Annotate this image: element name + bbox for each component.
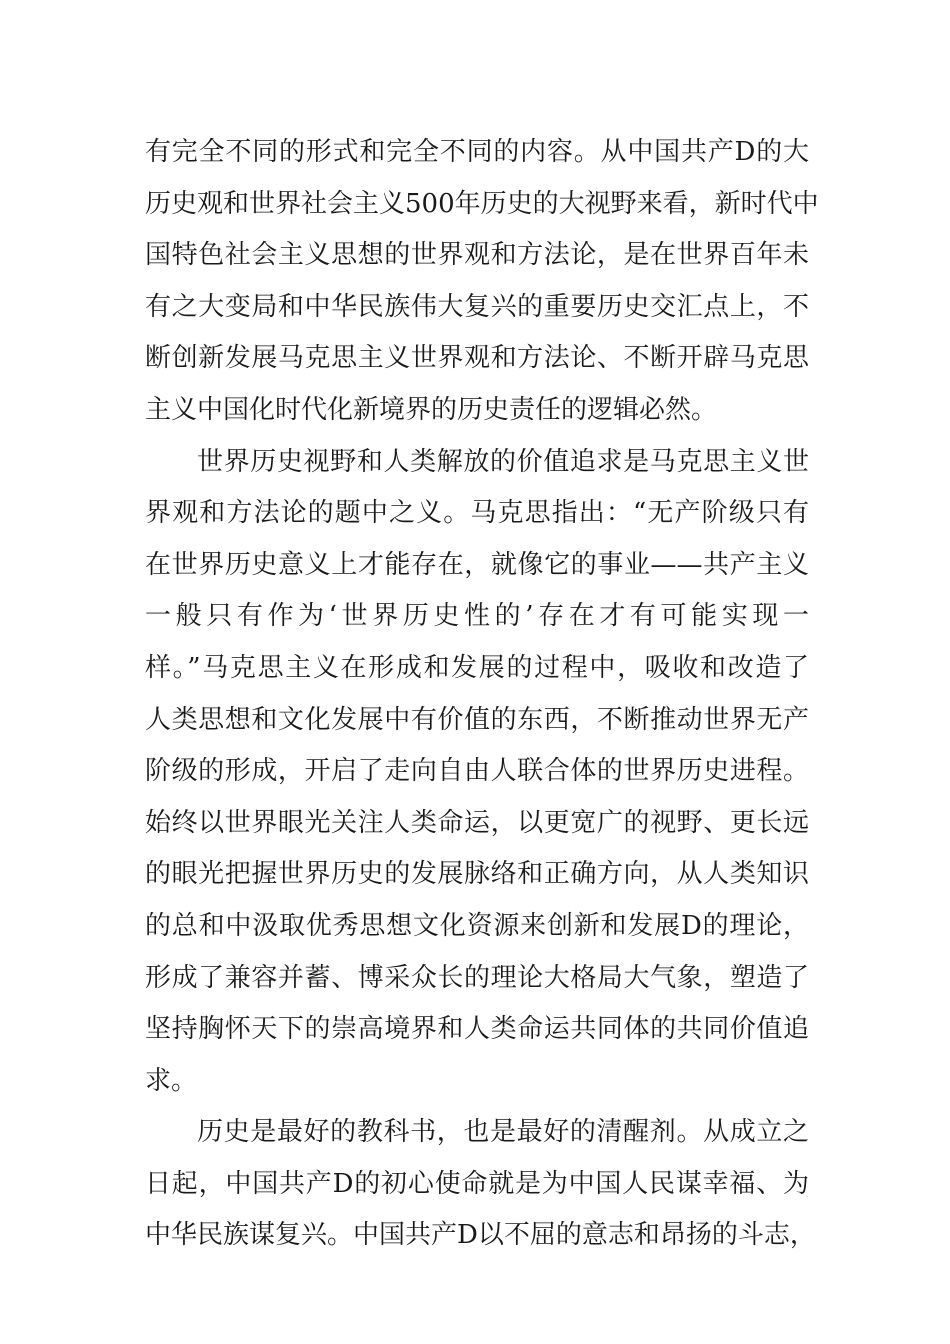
text-line: 坚持胸怀天下的崇高境界和人类命运共同体的共同价值追 [145,1014,809,1045]
text-line: 有之大变局和中华民族伟大复兴的重要历史交汇点上，不 [145,291,809,322]
text-line: 的眼光把握世界历史的发展脉络和正确方向，从人类知识 [145,859,809,890]
text-line: 世界历史视野和人类解放的价值追求是马克思主义世 [197,446,809,477]
text-line: 有完全不同的形式和完全不同的内容。从中国共产D的大 [145,137,809,167]
text-line: 求。 [145,1065,198,1096]
text-line: 中华民族谋复兴。中国共产D以不屈的意志和昂扬的斗志， [145,1220,816,1251]
text-line: 一般只有作为‘世界历史性的’存在才有可能实现一 [145,601,809,632]
body-text [145,132,819,1267]
text-line: 阶级的形成，开启了走向自由人联合体的世界历史进程。 [145,756,809,787]
text-line: 形成了兼容并蓄、博采众长的理论大格局大气象，塑造了 [145,962,809,993]
text-line: 样。”马克思主义在形成和发展的过程中，吸收和改造了 [145,652,809,683]
text-line: 日起，中国共产D的初心使命就是为中国人民谋幸福、为 [145,1168,809,1199]
text-line: 主义中国化时代化新境界的历史责任的逻辑必然。 [145,394,718,425]
text-line: 国特色社会主义思想的世界观和方法论，是在世界百年未 [145,240,809,271]
text-line: 历史观和世界社会主义500年历史的大视野来看，新时代中 [145,188,819,219]
text-line: 的总和中汲取优秀思想文化资源来创新和发展D的理论， [145,910,809,941]
text-line: 始终以世界眼光关注人类命运，以更宽广的视野、更长远 [145,807,809,838]
text-line: 人类思想和文化发展中有价值的东西，不断推动世界无产 [145,704,809,735]
text-line: 在世界历史意义上才能存在，就像它的事业——共产主义 [145,549,809,580]
text-line: 历史是最好的教科书，也是最好的清醒剂。从成立之 [197,1117,809,1148]
text-line: 断创新发展马克思主义世界观和方法论、不断开辟马克思 [145,343,809,374]
text-line: 界观和方法论的题中之义。马克思指出：“无产阶级只有 [145,498,809,529]
